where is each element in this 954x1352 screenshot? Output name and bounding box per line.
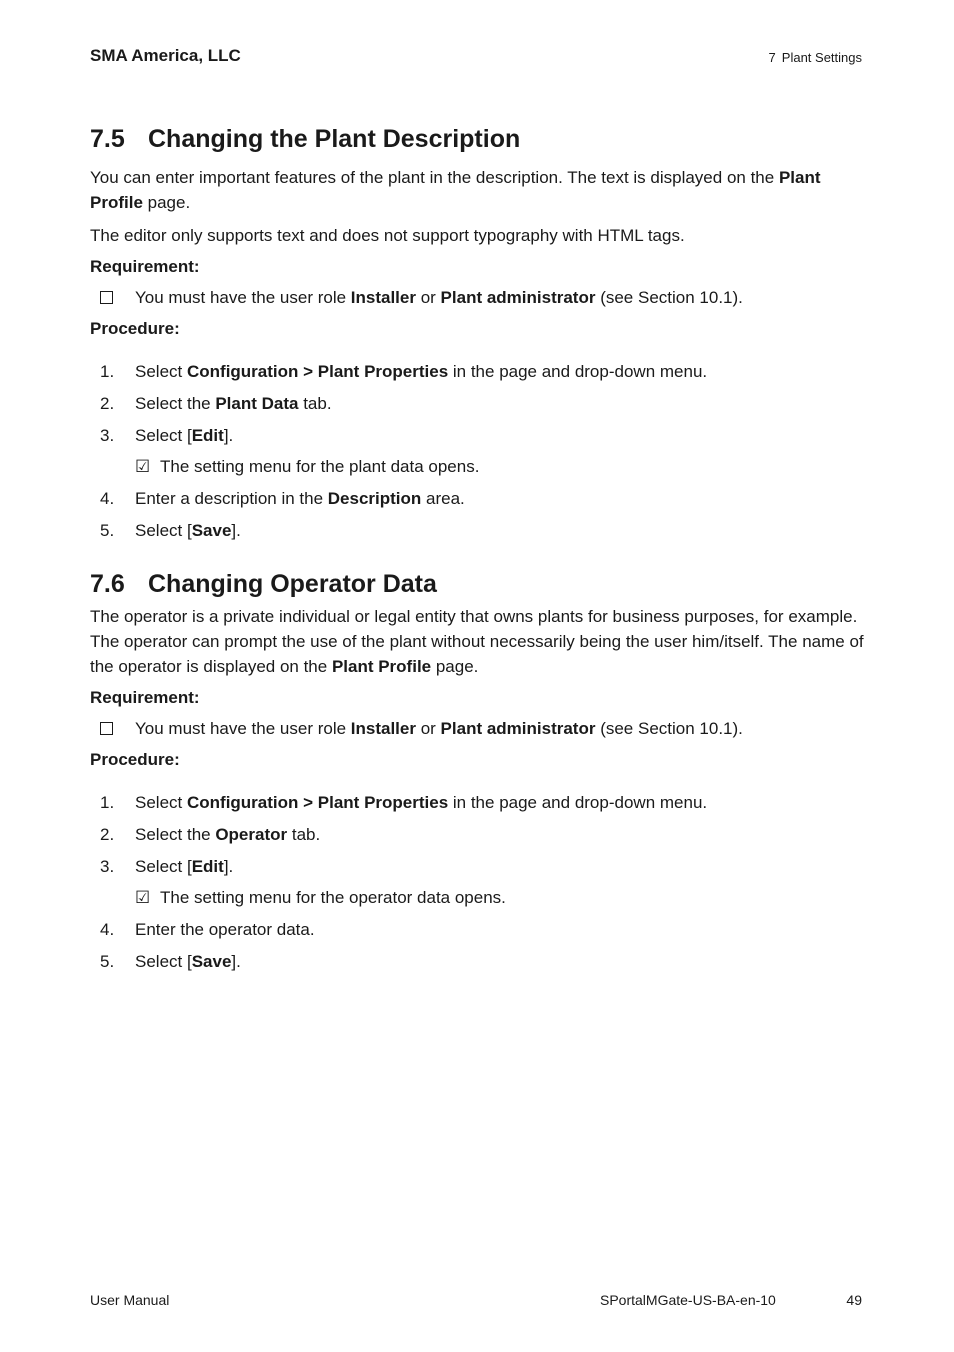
text: ]. (223, 857, 234, 876)
step-number: 3. (100, 857, 115, 876)
text: Enter the operator data. (135, 920, 315, 939)
procedure-step (90, 949, 865, 974)
procedure-steps (90, 790, 865, 879)
text-bold: Edit (191, 857, 224, 876)
step-result (90, 454, 865, 479)
text-bold: Plant Profile (331, 657, 432, 676)
section-number: 7.6 (90, 570, 125, 598)
text: ]. (231, 952, 241, 971)
procedure-steps (90, 359, 865, 448)
section-7-6 (90, 567, 865, 974)
text-bold: Installer (350, 719, 416, 738)
paragraph (90, 604, 865, 679)
footer-doc-id: SPortalMGate-US-BA-en-10 (600, 1292, 776, 1308)
requirement-item (90, 285, 865, 310)
text-bold: Save (191, 952, 232, 971)
text: Select (135, 793, 187, 812)
header-chapter (769, 50, 862, 65)
text-bold: Edit (191, 426, 224, 445)
procedure-label: Procedure: (90, 750, 180, 769)
text: or (415, 288, 441, 307)
text: The operator is a private individual or legal entity that owns plants for business purposes, for example. The operator can prompt the use of the plant without necessarily being the user him/itself. The name of the operator is displayed on the (90, 607, 864, 676)
section-number: 7.5 (90, 125, 125, 153)
procedure-label: Procedure: (90, 319, 180, 338)
procedure-step (90, 359, 865, 384)
header-company: SMA America, LLC (90, 46, 241, 65)
step-number: 1. (100, 793, 115, 812)
text: You can enter important features of the plant in the description. The text is displayed on the (90, 168, 779, 187)
procedure-step (90, 486, 865, 511)
text: Select [ (135, 521, 192, 540)
procedure-step (90, 822, 865, 847)
requirement-label: Requirement: (90, 257, 200, 276)
text-bold: Description (327, 489, 422, 508)
section-heading-7-5 (90, 122, 865, 156)
check-result-icon: ☑ (135, 888, 151, 907)
section-title: Changing Operator Data (148, 570, 437, 598)
text-bold: Plant Data (215, 394, 299, 413)
step-number: 5. (100, 521, 115, 540)
text-bold: Configuration > Plant Properties (186, 362, 449, 381)
procedure-step (90, 518, 865, 543)
text: Select [ (135, 426, 192, 445)
step-number: 2. (100, 394, 115, 413)
paragraph (90, 165, 865, 215)
text: page. (431, 657, 479, 676)
step-number: 5. (100, 952, 115, 971)
step-number: 1. (100, 362, 115, 381)
text: or (415, 719, 441, 738)
text-bold: Plant Profile (90, 168, 821, 212)
text-bold: Plant administrator (440, 288, 596, 307)
text: area. (421, 489, 465, 508)
text: (see Section 10.1). (595, 719, 743, 738)
procedure-step (90, 423, 865, 448)
text-bold: Configuration > Plant Properties (186, 793, 449, 812)
check-result-icon: ☑ (135, 457, 151, 476)
section-title: Changing the Plant Description (148, 125, 521, 153)
checkbox-icon (100, 291, 113, 304)
text: in the page and drop-down menu. (448, 362, 708, 381)
text: in the page and drop-down menu. (448, 793, 708, 812)
requirement-item (90, 716, 865, 741)
procedure-step (90, 391, 865, 416)
text: You must have the user role (135, 288, 351, 307)
page-content (90, 122, 865, 981)
text: Select the (135, 825, 216, 844)
text: Enter a description in the (135, 489, 328, 508)
text: ]. (223, 426, 234, 445)
text: tab. (287, 825, 321, 844)
header-chapter-number: 7 (768, 50, 776, 65)
text: (see Section 10.1). (595, 288, 743, 307)
procedure-steps-continued (90, 486, 865, 543)
procedure-step (90, 790, 865, 815)
text: page. (142, 193, 191, 212)
procedure-steps-continued (90, 917, 865, 974)
text: Select [ (135, 952, 192, 971)
section-heading-7-6 (90, 567, 865, 601)
step-result (90, 885, 865, 910)
text: ]. (231, 521, 241, 540)
text: You must have the user role (135, 719, 351, 738)
step-number: 4. (100, 489, 115, 508)
paragraph: The editor only supports text and does not support typography with HTML tags. (90, 226, 685, 245)
text-bold: Plant administrator (440, 719, 596, 738)
procedure-step (90, 854, 865, 879)
footer-manual-type: User Manual (90, 1292, 170, 1308)
text-bold: Installer (350, 288, 416, 307)
text: Select (135, 362, 187, 381)
header-chapter-title: Plant Settings (781, 50, 862, 65)
text: Select the (135, 394, 216, 413)
text-bold: Operator (215, 825, 288, 844)
step-number: 2. (100, 825, 115, 844)
step-number: 4. (100, 920, 115, 939)
checkbox-icon (100, 722, 113, 735)
requirement-label: Requirement: (90, 688, 200, 707)
step-number: 3. (100, 426, 115, 445)
footer-page-number: 49 (846, 1292, 862, 1308)
text: tab. (298, 394, 332, 413)
text-bold: Save (191, 521, 232, 540)
text: The setting menu for the operator data opens. (160, 888, 506, 907)
procedure-step (90, 917, 865, 942)
text: The setting menu for the plant data opens. (160, 457, 480, 476)
text: Select [ (135, 857, 192, 876)
